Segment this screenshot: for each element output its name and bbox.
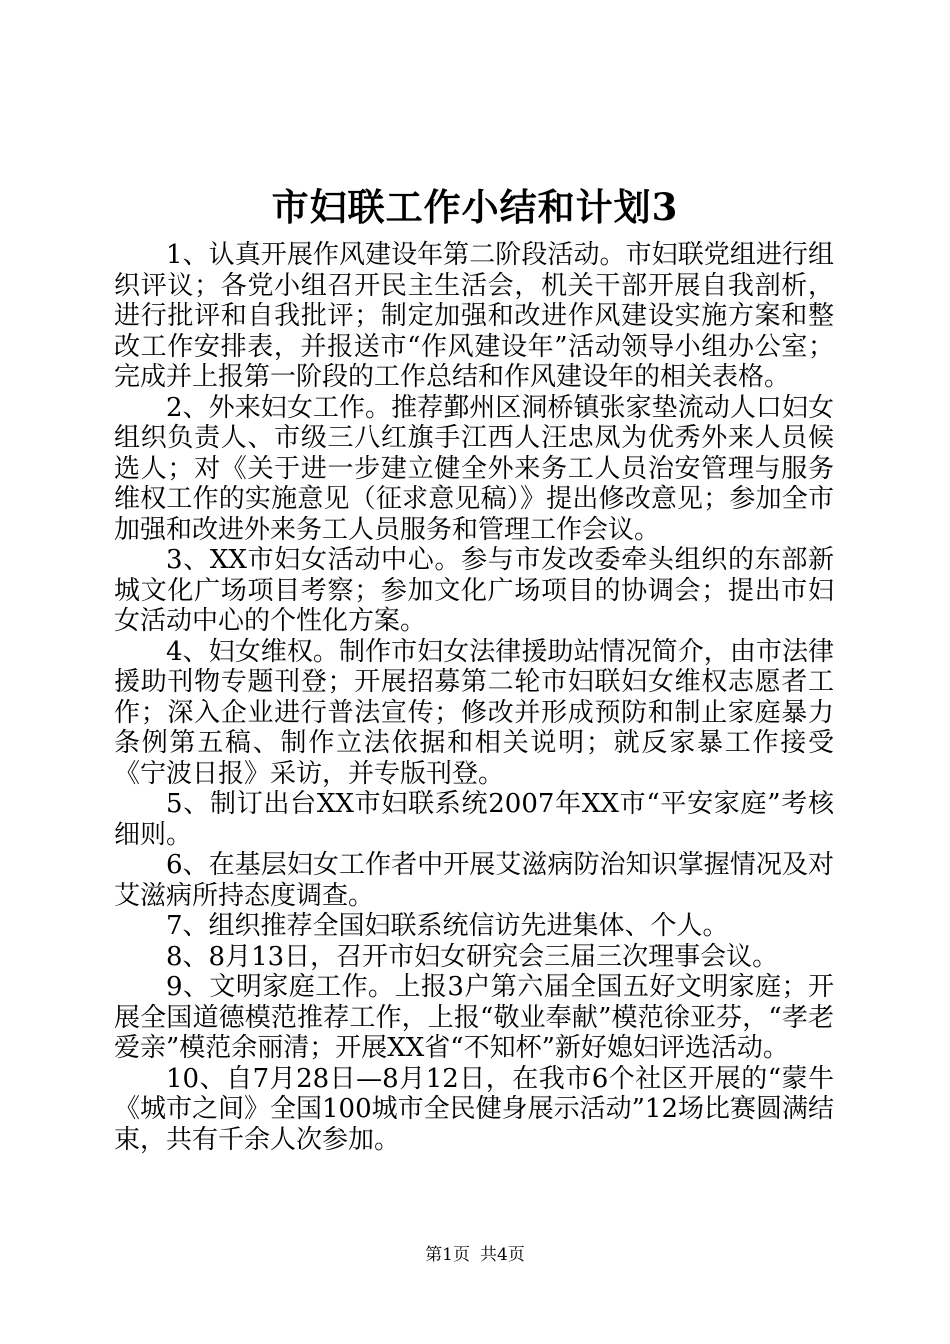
paragraph-10: 10、自7月28日—8月12日，在我市6个社区开展的“蒙牛《城市之间》全国100城市全民健身展示活动”12场比赛圆满结束，共有千余人次参加。 bbox=[114, 1063, 835, 1155]
paragraph-5: 5、制订出台XX市妇联系统2007年XX市“平安家庭”考核细则。 bbox=[114, 789, 834, 850]
document-body bbox=[114, 240, 834, 1155]
paragraph-4: 4、妇女维权。制作市妇女法律援助站情况简介，由市法律援助刊物专题刊登；开展招募第二轮市妇联妇女维权志愿者工作；深入企业进行普法宣传；修改并形成预防和制止家庭暴力条例第五稿、制作立法依据和相关说明；就反家暴工作接受《宁波日报》采访，并专版刊登。 bbox=[114, 636, 834, 789]
paragraph-2: 2、外来妇女工作。推荐鄞州区洞桥镇张家垫流动人口妇女组织负责人、市级三八红旗手江西人汪忠凤为优秀外来人员候选人；对《关于进一步建立健全外来务工人员治安管理与服务维权工作的实施意见（征求意见稿）》提出修改意见；参加全市加强和改进外来务工人员服务和管理工作会议。 bbox=[114, 392, 834, 545]
page-number: 第1页 bbox=[425, 1245, 470, 1265]
page-footer bbox=[0, 1244, 950, 1266]
paragraph-7: 7、组织推荐全国妇联系统信访先进集体、个人。 bbox=[166, 911, 729, 941]
paragraph-9: 9、文明家庭工作。上报3户第六届全国五好文明家庭；开展全国道德模范推荐工作，上报“敬业奉献”模范徐亚芬，“孝老爱亲”模范余丽清；开展XX省“不知杯”新好媳妇评选活动。 bbox=[114, 972, 834, 1063]
paragraph-6: 6、在基层妇女工作者中开展艾滋病防治知识掌握情况及对艾滋病所持态度调查。 bbox=[114, 850, 834, 911]
document-title: 市妇联工作小结和计划3 bbox=[271, 185, 679, 229]
page-total: 共4页 bbox=[480, 1245, 525, 1265]
paragraph-3: 3、XX市妇女活动中心。参与市发改委牵头组织的东部新城文化广场项目考察；参加文化广场项目的协调会；提出市妇女活动中心的个性化方案。 bbox=[114, 545, 834, 636]
paragraph-1: 1、认真开展作风建设年第二阶段活动。市妇联党组进行组织评议；各党小组召开民主生活会，机关干部开展自我剖析，进行批评和自我批评；制定加强和改进作风建设实施方案和整改工作安排表，并报送市“作风建设年”活动领导小组办公室；完成并上报第一阶段的工作总结和作风建设年的相关表格。 bbox=[114, 240, 834, 392]
paragraph-8: 8、8月13日，召开市妇女研究会三届三次理事会议。 bbox=[166, 941, 779, 972]
